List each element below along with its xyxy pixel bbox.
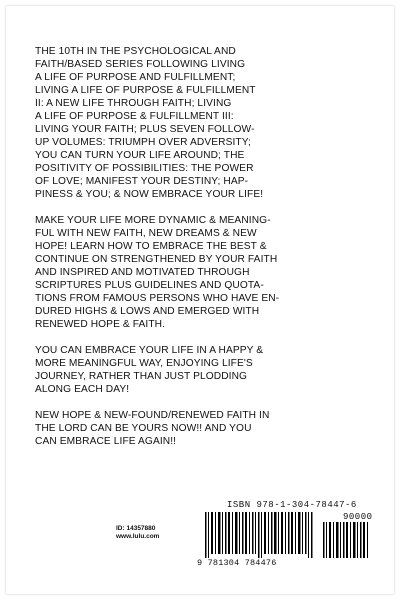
book-id: ID: 14357880 [116,525,156,532]
paragraph-new-hope: NEW HOPE & NEW-FOUND/RENEWED FAITH IN THE LORD CAN BE YOURS NOW!! AND YOU CAN EMBRACE LIFE AGAIN!! [35,410,270,447]
paragraph-series-intro: THE 10TH IN THE PSYCHOLOGICAL AND FAITH/BASED SERIES FOLLOWING LIVING A LIFE OF PURPOSE AND FULFILLMENT; LIVING A LIFE OF PURPOSE & FULFILLMENT II: A NEW LIFE THROUGH FAITH; LIVING A LIFE OF PURPOSE & FULFILLMENT III: LIVING YOUR FAITH; PLUS SEVEN FOLLOW- UP VOLUMES: TRIUMPH OVER ADVERSITY; YOU CAN TURN YOUR LIFE AROUND; THE POSITIVITY OF POSSIBILITIES: THE POWER OF LOVE; MANIFEST YOUR DESTINY; HAP- PINESS & YOU; & NOW EMBRACE YOUR LIFE! [35,46,264,200]
isbn-label: ISBN 978-1-304-78447-6 [227,500,357,510]
price-addon-label: 90000 [343,512,373,522]
barcode-digits: 9 781304 784476 [197,558,277,568]
barcode-icon [197,512,377,558]
publisher-ids [116,525,159,541]
isbn-barcode [197,500,377,574]
paragraph-dynamic-life: MAKE YOUR LIFE MORE DYNAMIC & MEANING- FUL WITH NEW FAITH, NEW DREAMS & NEW HOPE! LEARN HOW TO EMBRACE THE BEST & CONTINUE ON STRENGTHENED BY YOUR FAITH AND INSPIRED AND MOTIVATED THROUGH SCRIPTURES PLUS GUIDELINES AND QUOTA- TIONS FROM FAMOUS PERSONS WHO HAVE EN- DURED HIGHS & LOWS AND EMERGED WITH RENEWED HOPE & FAITH. [35,215,280,330]
paragraph-embrace-life: YOU CAN EMBRACE YOUR LIFE IN A HAPPY & MORE MEANINGFUL WAY, ENJOYING LIFE'S JOURNEY, RATHER THAN JUST PLODDING ALONG EACH DAY! [35,345,264,395]
back-cover-text [35,45,355,461]
publisher-site: www.lulu.com [116,533,160,540]
